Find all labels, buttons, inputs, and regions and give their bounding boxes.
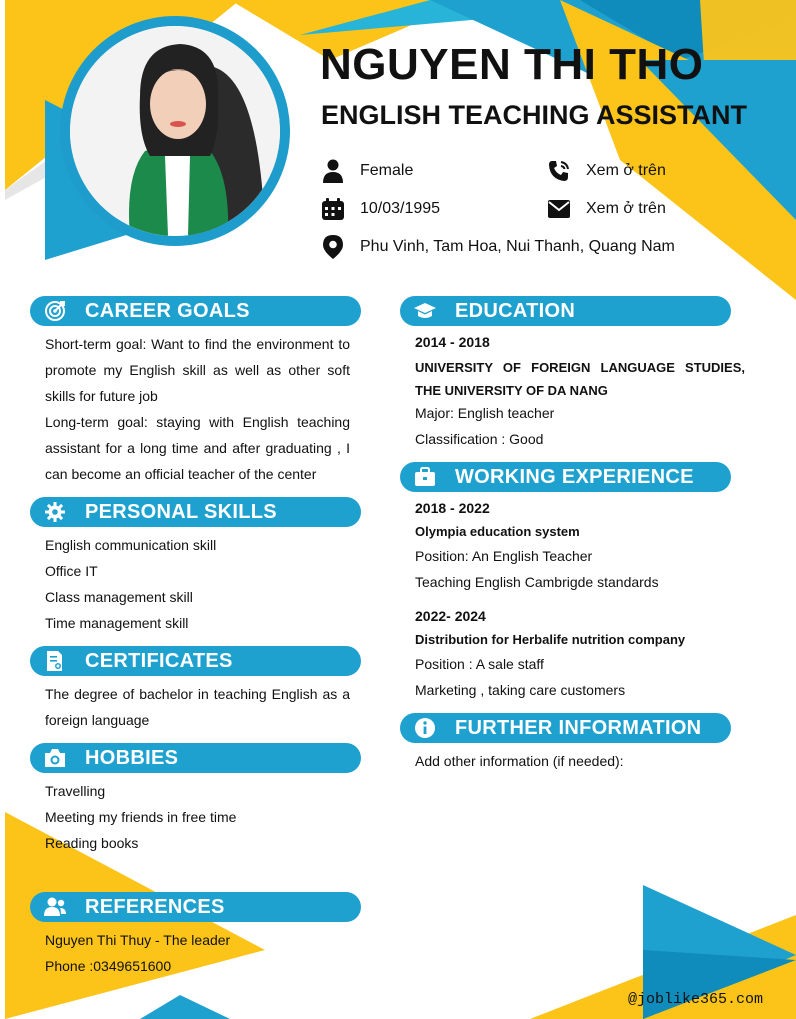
- further-information-text: Add other information (if needed):: [415, 753, 624, 769]
- camera-icon: [40, 743, 70, 773]
- job-position: Position: An English Teacher: [415, 548, 593, 564]
- gender-row: [320, 158, 413, 184]
- skill-item: Time management skill: [45, 615, 189, 631]
- phone-row: [546, 158, 666, 184]
- briefcase-icon: [410, 462, 440, 492]
- career-goals-title: CAREER GOALS: [85, 299, 250, 322]
- education-header: [400, 296, 731, 326]
- location-icon: [320, 234, 346, 260]
- dob-row: [320, 196, 440, 222]
- certificates-title: CERTIFICATES: [85, 649, 233, 672]
- job-company: Olympia education system: [415, 524, 580, 539]
- skill-item: Office IT: [45, 563, 98, 579]
- personal-skills-header: [30, 497, 361, 527]
- education-classification: Classification : Good: [415, 431, 544, 447]
- education-school-line2: THE UNIVERSITY OF DA NANG: [415, 383, 608, 398]
- working-experience-header: [400, 462, 731, 492]
- address-row: [320, 234, 675, 260]
- career-goals-long-term: Long-term goal: staying with English teaching assistant for a long time and after graduating , I can become an official teacher of the center: [45, 414, 350, 482]
- profile-photo: [70, 26, 280, 236]
- phone-value: Xem ở trên: [586, 162, 666, 179]
- career-goals-short-term: Short-term goal: Want to find the environment to promote my English skill as well as other soft skills for future job: [45, 336, 350, 404]
- hobbies-header: [30, 743, 361, 773]
- users-icon: [40, 892, 70, 922]
- education-years: 2014 - 2018: [415, 334, 490, 350]
- hobby-item: Meeting my friends in free time: [45, 809, 237, 825]
- references-title: REFERENCES: [85, 895, 225, 918]
- reference-person: Nguyen Thi Thuy - The leader: [45, 932, 231, 948]
- certificate-text: The degree of bachelor in teaching English as a foreign language: [45, 686, 350, 728]
- phone-icon: [546, 158, 572, 184]
- address-value: Phu Vinh, Tam Hoa, Nui Thanh, Quang Nam: [360, 238, 675, 255]
- education-title: EDUCATION: [455, 299, 576, 322]
- deco-blue-bottom-left: [140, 995, 230, 1019]
- email-value: Xem ở trên: [586, 200, 666, 217]
- working-experience-title: WORKING EXPERIENCE: [455, 465, 694, 488]
- further-information-title: FURTHER INFORMATION: [455, 716, 702, 739]
- education-school-line1: UNIVERSITY OF FOREIGN LANGUAGE STUDIES,: [415, 360, 745, 375]
- info-icon: [410, 713, 440, 743]
- job-detail: Marketing , taking care customers: [415, 682, 626, 698]
- hobby-item: Reading books: [45, 835, 139, 851]
- gender-value: Female: [360, 162, 414, 179]
- job-years: 2018 - 2022: [415, 500, 490, 516]
- job-years: 2022- 2024: [415, 608, 486, 624]
- email-row: [546, 196, 666, 222]
- certificate-icon: [40, 646, 70, 676]
- target-icon: [40, 296, 70, 326]
- certificates-header: [30, 646, 361, 676]
- graduation-cap-icon: [410, 296, 440, 326]
- skill-item: English communication skill: [45, 537, 217, 553]
- reference-phone: Phone :0349651600: [45, 958, 172, 974]
- personal-skills-title: PERSONAL SKILLS: [85, 500, 277, 523]
- skill-item: Class management skill: [45, 589, 193, 605]
- hobbies-title: HOBBIES: [85, 746, 179, 769]
- further-information-header: [400, 713, 731, 743]
- job-position: Position : A sale staff: [415, 656, 544, 672]
- candidate-title: ENGLISH TEACHING ASSISTANT: [321, 100, 748, 130]
- mail-icon: [546, 196, 572, 222]
- site-credit: @joblike365.com: [628, 991, 764, 1008]
- hobby-item: Travelling: [45, 783, 106, 799]
- job-detail: Teaching English Cambrigde standards: [415, 574, 659, 590]
- calendar-icon: [320, 196, 346, 222]
- career-goals-header: [30, 296, 361, 326]
- job-company: Distribution for Herbalife nutrition company: [415, 632, 686, 647]
- references-header: [30, 892, 361, 922]
- gear-icon: [40, 497, 70, 527]
- dob-value: 10/03/1995: [360, 200, 441, 217]
- person-icon: [320, 158, 346, 184]
- education-major: Major: English teacher: [415, 405, 555, 421]
- candidate-name: NGUYEN THI THO: [320, 40, 704, 89]
